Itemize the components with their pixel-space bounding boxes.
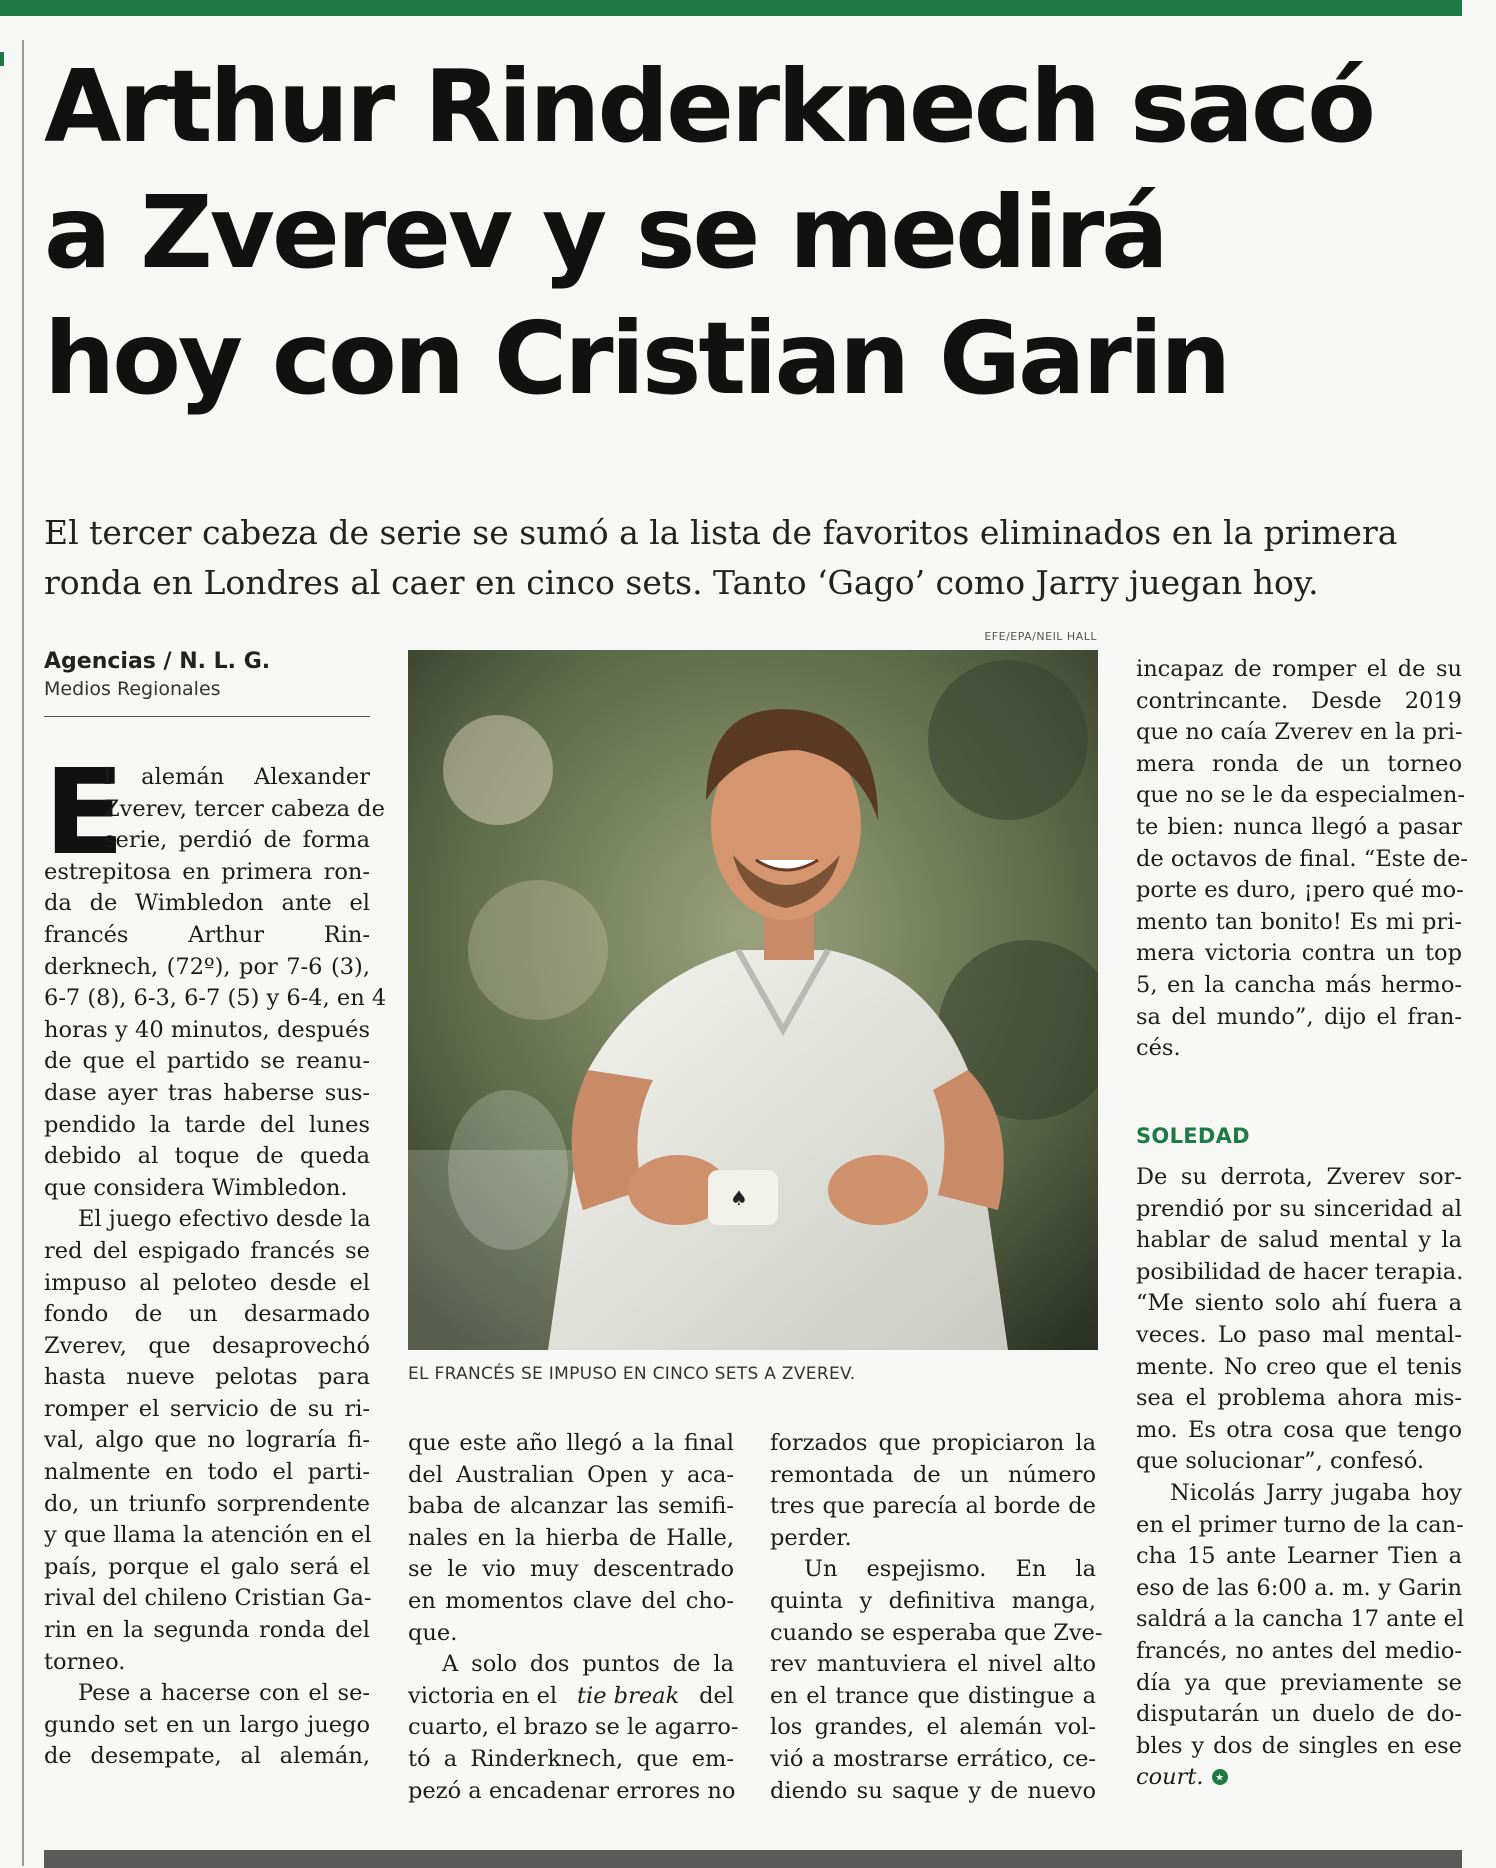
text-line: 5, en la cancha más hermo- <box>1136 971 1462 998</box>
article-column-2 <box>408 1428 739 1807</box>
left-column-rule <box>22 40 24 1866</box>
article-column-4-continued <box>1136 1162 1465 1794</box>
byline-author: Agencias / N. L. G. <box>44 649 271 674</box>
text-line: se le vio muy descentrado <box>408 1556 734 1583</box>
text-line: francés Arthur Rin- <box>44 921 370 948</box>
article-column-3 <box>770 1428 1103 1807</box>
text-line: rival del chileno Cristian Ga- <box>44 1585 372 1612</box>
text-line: cuando se esperaba que Zve- <box>770 1619 1103 1646</box>
text-line: mera ronda de un torneo <box>1136 750 1462 777</box>
article-column-4 <box>1136 654 1469 1065</box>
text-line: te bien: nunca llegó a pasar <box>1136 813 1462 840</box>
text-line: pendido la tarde del lunes <box>44 1111 370 1138</box>
text-line: día ya que previamente se <box>1136 1669 1462 1696</box>
text-line: francés, no antes del medio- <box>1136 1637 1462 1664</box>
text-line: red del espigado francés se <box>44 1237 370 1264</box>
headline-line: a Zverev y se medirá <box>44 174 1166 291</box>
byline <box>44 648 370 702</box>
text-line: en momentos clave del cho- <box>408 1587 734 1614</box>
text-line: tó a Rinderknech, que em- <box>408 1745 734 1772</box>
text-line: que considera Wimbledon. <box>44 1174 348 1201</box>
deck-line: El tercer cabeza de serie se sumó a la lista de favoritos eliminados en la primera <box>44 513 1398 552</box>
text-line: disputarán un duelo de do- <box>1136 1701 1462 1728</box>
text-line: Un espejismo. En la <box>804 1556 1096 1583</box>
text-line: derknech, (72º), por 7-6 (3), <box>44 953 370 980</box>
text-line: mo. Es otra cosa que tengo <box>1136 1416 1462 1443</box>
text-line: incapaz de romper el de su <box>1136 656 1462 682</box>
text-line: posibilidad de hacer terapia. <box>1136 1258 1464 1285</box>
text-line: pezó a encadenar errores no <box>408 1777 736 1804</box>
text-line: val, algo que no lograría fi- <box>44 1427 370 1454</box>
tennis-player-illustration <box>408 650 1098 1350</box>
text-line: mente. No creo que el tenis <box>1136 1353 1462 1380</box>
text-line: da de Wimbledon ante el <box>44 890 370 917</box>
text-line: tres que parecía al borde de <box>770 1493 1096 1520</box>
text-line: cés. <box>1136 1035 1181 1062</box>
photo-caption: EL FRANCÉS SE IMPUSO EN CINCO SETS A ZVEREV. <box>408 1364 856 1384</box>
text-line: vió a mostrarse errático, ce- <box>770 1745 1096 1772</box>
drop-cap: E <box>44 743 125 881</box>
text-line: que no se le da especialmen- <box>1136 782 1465 809</box>
text-line: contrincante. Desde 2019 <box>1136 687 1462 714</box>
text-line: en el primer turno de la can- <box>1136 1511 1464 1538</box>
deck-subtitle <box>44 508 1464 608</box>
text-line: fondo de un desarmado <box>44 1301 370 1328</box>
text-line: sa del mundo”, dijo el fran- <box>1136 1003 1462 1030</box>
text-line: Zverev, tercer cabeza de <box>104 795 385 822</box>
text-line: bles y dos de singles en ese <box>1136 1732 1462 1759</box>
text-line: baba de alcanzar las semifi- <box>408 1493 734 1520</box>
text-line: hablar de salud mental y la <box>1136 1227 1462 1254</box>
text-fragment: del <box>691 1682 734 1709</box>
text-line: Pese a hacerse con el se- <box>78 1680 370 1707</box>
top-color-bar <box>0 0 1462 16</box>
italic-term: tie break <box>576 1682 680 1709</box>
text-line: rev mantuviera el nivel alto <box>770 1651 1096 1678</box>
headline <box>44 44 1464 422</box>
left-edge-mark <box>0 52 4 66</box>
text-line: país, porque el galo será el <box>44 1553 370 1580</box>
star-circle-icon <box>1212 1769 1228 1785</box>
text-line: de desempate, al alemán, <box>44 1743 370 1770</box>
text-line: l alemán Alexander <box>104 764 370 790</box>
text-fragment: victoria en el <box>408 1682 565 1709</box>
text-line: del Australian Open y aca- <box>408 1461 734 1488</box>
text-line: de octavos de final. “Este de- <box>1136 845 1469 872</box>
text-line: sea el problema ahora mis- <box>1136 1385 1462 1412</box>
text-line: impuso al peloteo desde el <box>44 1269 370 1296</box>
text-line: que. <box>408 1619 458 1646</box>
text-line: perder. <box>770 1524 852 1551</box>
bottom-bar <box>44 1850 1462 1868</box>
text-line: saldrá a la cancha 17 ante el <box>1136 1606 1465 1633</box>
text-line: de que el partido se reanu- <box>44 1048 370 1075</box>
text-line: El juego efectivo desde la <box>78 1206 371 1233</box>
text-line: porte es duro, ¡pero qué mo- <box>1136 877 1464 904</box>
text-line: do, un triunfo sorprendente <box>44 1490 370 1517</box>
text-line: cha 15 ante Learner Tien a <box>1136 1543 1462 1570</box>
text-line: nalmente en todo el parti- <box>44 1459 370 1486</box>
text-line: que solucionar”, confesó. <box>1136 1448 1425 1475</box>
text-line: debido al toque de queda <box>44 1143 370 1170</box>
text-line: y que llama la atención en el <box>44 1522 372 1549</box>
text-line: los grandes, el alemán vol- <box>770 1714 1096 1741</box>
text-line: en el trance que distingue a <box>770 1682 1096 1709</box>
text-line: mento tan bonito! Es mi pri- <box>1136 908 1462 935</box>
text-line: diendo su saque y de nuevo <box>770 1777 1096 1804</box>
text-line: hasta nueve pelotas para <box>44 1364 370 1391</box>
text-line: A solo dos puntos de la <box>442 1651 734 1678</box>
text-line: romper el servicio de su ri- <box>44 1395 370 1422</box>
text-line: torneo. <box>44 1648 126 1675</box>
text-line: quinta y definitiva manga, <box>770 1587 1096 1614</box>
text-line: Nicolás Jarry jugaba hoy <box>1170 1479 1462 1506</box>
text-line: que este año llegó a la final <box>408 1430 734 1456</box>
text-line: forzados que propiciaron la <box>770 1430 1096 1456</box>
text-line: que no caía Zverev en la pri- <box>1136 719 1463 746</box>
headline-line: Arthur Rinderknech sacó <box>44 48 1373 165</box>
text-line: rin en la segunda ronda del <box>44 1617 370 1644</box>
text-line: “Me siento solo ahí fuera a <box>1136 1290 1462 1317</box>
photo-credit: EFE/EPA/NEIL HALL <box>984 630 1097 643</box>
text-line <box>408 1681 734 1713</box>
text-line-final <box>1136 1762 1462 1794</box>
text-line: dase ayer tras haberse sus- <box>44 1079 370 1106</box>
text-line: serie, perdió de forma <box>104 827 370 854</box>
text-line: eso de las 6:00 a. m. y Garin <box>1136 1574 1462 1601</box>
byline-outlet: Medios Regionales <box>44 678 221 700</box>
text-line: 6-7 (8), 6-3, 6-7 (5) y 6-4, en 4 <box>44 985 387 1012</box>
svg-text:♠: ♠ <box>730 1186 748 1210</box>
text-line: veces. Lo paso mal mental- <box>1136 1321 1462 1348</box>
byline-rule <box>44 716 370 717</box>
text-line: estrepitosa en primera ron- <box>44 858 370 885</box>
text-line: remontada de un número <box>770 1461 1096 1488</box>
text-line: gundo set en un largo juego <box>44 1711 370 1738</box>
section-subhead: SOLEDAD <box>1136 1124 1250 1148</box>
text-line: cuarto, el brazo se le agarro- <box>408 1714 739 1741</box>
italic-term: court. <box>1136 1764 1204 1791</box>
text-line: Zverev, que desaprovechó <box>44 1332 370 1359</box>
article-column-1 <box>44 743 387 1773</box>
article-photo <box>408 650 1098 1350</box>
headline-line: hoy con Cristian Garin <box>44 300 1229 417</box>
text-line: De su derrota, Zverev sor- <box>1136 1164 1462 1190</box>
text-line: horas y 40 minutos, después <box>44 1016 370 1043</box>
text-line: prendió por su sinceridad al <box>1136 1195 1462 1222</box>
text-line: nales en la hierba de Halle, <box>408 1524 734 1551</box>
deck-line: ronda en Londres al caer en cinco sets. Tanto ‘Gago’ como Jarry juegan hoy. <box>44 563 1319 602</box>
text-line: mera victoria contra un top <box>1136 940 1462 967</box>
